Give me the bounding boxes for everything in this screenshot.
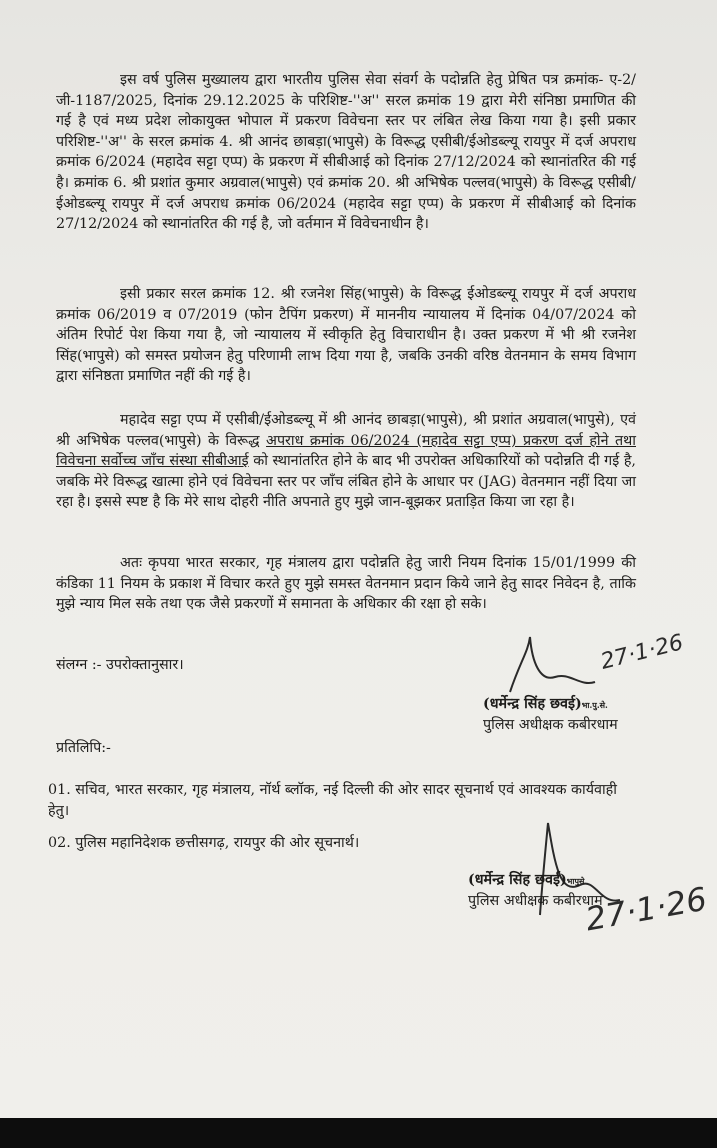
paragraph-2 [56, 284, 636, 387]
paragraph-2-text: इसी प्रकार सरल क्रमांक 12. श्री रजनेश सिंह(भापुसे) के विरूद्ध ईओडब्ल्यू रायपुर में दर्ज अपराध क्रमांक 06/2019 व 07/2019 (फोन टैपिंग प्रकरण) में माननीय न्यायालय में दिनांक 04/07/2024 को अंतिम रिपोर्ट पेश किया गया है, जो न्यायालय में स्वीकृति हेतु विचाराधीन है। उक्त प्रकरण में भी श्री रजनेश सिंह(भापुसे) को समस्त प्रयोजन हेतु परिणामी लाभ दिया गया है, जबकि उनकी वरिष्ठ वेतनमान के समय विभाग द्वारा संनिष्ठता प्रमाणित नहीं की गई है। [56, 286, 636, 385]
signatory-suffix-2: भापुसे [566, 876, 585, 886]
copy-to-label: प्रतिलिपि:- [56, 740, 111, 756]
signature-block-2 [468, 870, 603, 911]
paragraph-3-text-b: को स्थानांतरित होने के बाद भी उपरोक्त अधिकारियों को पदोन्नति दी गई है, जबकि मेरे विरूद्ध खात्मा होने एवं विवेचना स्तर पर जाँच लंबित होने के आधार पर (JAG) वेतनमान नहीं दिया जा रहा है। इससे स्पष्ट है कि मेरे साथ दोहरी नीति अपनाते हुए मुझे जान-बूझकर प्रताड़ित किया जा रहा है। [56, 453, 636, 511]
signatory-name-2: (धर्मेन्द्र सिंह छवई)भापुसे [468, 872, 585, 888]
handwritten-date-2: 27·1·26 [582, 879, 710, 939]
signature-scribble-1 [500, 632, 610, 702]
bottom-border [0, 1118, 717, 1148]
paragraph-3-underlined: अपराध क्रमांक 06/2024 (महादेव सट्टा एप्प) प्रकरण दर्ज होने तथा विवेचना सर्वोच्च जाँच संस्था सीबीआई [56, 432, 636, 470]
signature-block-1 [483, 694, 618, 735]
paragraph-4-text: अतः कृपया भारत सरकार, गृह मंत्रालय द्वारा पदोन्नति हेतु जारी नियम दिनांक 15/01/1999 की कंडिका 11 नियम के प्रकाश में विचार करते हुए मुझे समस्त वेतनमान प्रदान किये जाने हेतु सादर निवेदन है, ताकि मुझे न्याय मिल सके तथा एक जैसे प्रकरणों में समानता के अधिकार की रक्षा हो सके। [56, 555, 636, 613]
signatory-name-1: (धर्मेन्द्र सिंह छवई)भा.पु.से. [483, 696, 608, 712]
handwritten-date-1: 27·1·26 [598, 630, 686, 675]
paragraph-4 [56, 553, 636, 615]
signatory-suffix-1: भा.पु.से. [581, 700, 608, 710]
copy-to-item-2: 02. पुलिस महानिदेशक छत्तीसगढ़, रायपुर की ओर सूचनार्थ। [48, 835, 360, 851]
paragraph-3 [56, 410, 636, 513]
paragraph-3-text-a: महादेव सट्टा एप्प में एसीबी/ईओडब्ल्यू में श्री आनंद छाबड़ा(भापुसे), श्री प्रशांत अग्रवाल(भापुसे), एवं श्री अभिषेक पल्लव(भापुसे) के विरूद्ध [56, 412, 636, 449]
paragraph-1 [56, 70, 636, 235]
copy-to-item-1: 01. सचिव, भारत सरकार, गृह मंत्रालय, नॉर्थ ब्लॉक, नई दिल्ली की ओर सादर सूचनार्थ एवं आवश्यक कार्यवाही हेतु। [48, 782, 617, 819]
paragraph-1-text: इस वर्ष पुलिस मुख्यालय द्वारा भारतीय पुलिस सेवा संवर्ग के पदोन्नति हेतु प्रेषित पत्र क्रमांक- ए-2/जी-1187/2025, दिनांक 29.12.2025 के परिशिष्ट-''अ'' सरल क्रमांक 19 द्वारा मेरी संनिष्ठा प्रमाणित की गई है एवं मध्य प्रदेश लोकायुक्त भोपाल में प्रकरण विवेचना स्तर पर लंबित लेख किया गया है। इसी प्रकार परिशिष्ट-''अ'' के सरल क्रमांक 4. श्री आनंद छाबड़ा(भापुसे) के विरूद्ध एसीबी/ईओडब्ल्यू रायपुर में दर्ज अपराध क्रमांक 6/2024 (महादेव सट्टा एप्प) के प्रकरण में सीबीआई को दिनांक 27/12/2024 को स्थानांतरित की गई है। क्रमांक 6. श्री प्रशांत कुमार अग्रवाल(भापुसे) एवं क्रमांक 20. श्री अभिषेक पल्लव(भापुसे) के विरूद्ध एसीबी/ईओडब्ल्यू रायपुर में दर्ज अपराध क्रमांक 06/2024 (महादेव सट्टा एप्प) के प्रकरण में सीबीआई को दिनांक 27/12/2024 को स्थानांतरित की गई है, जो वर्तमान में विवेचनाधीन है। [56, 72, 636, 233]
signatory-designation-1: पुलिस अधीक्षक कबीरधाम [483, 717, 618, 733]
enclosure-note: संलग्न :- उपरोक्तानुसार। [56, 657, 184, 673]
signatory-designation-2: पुलिस अधीक्षक कबीरधाम [468, 893, 603, 909]
